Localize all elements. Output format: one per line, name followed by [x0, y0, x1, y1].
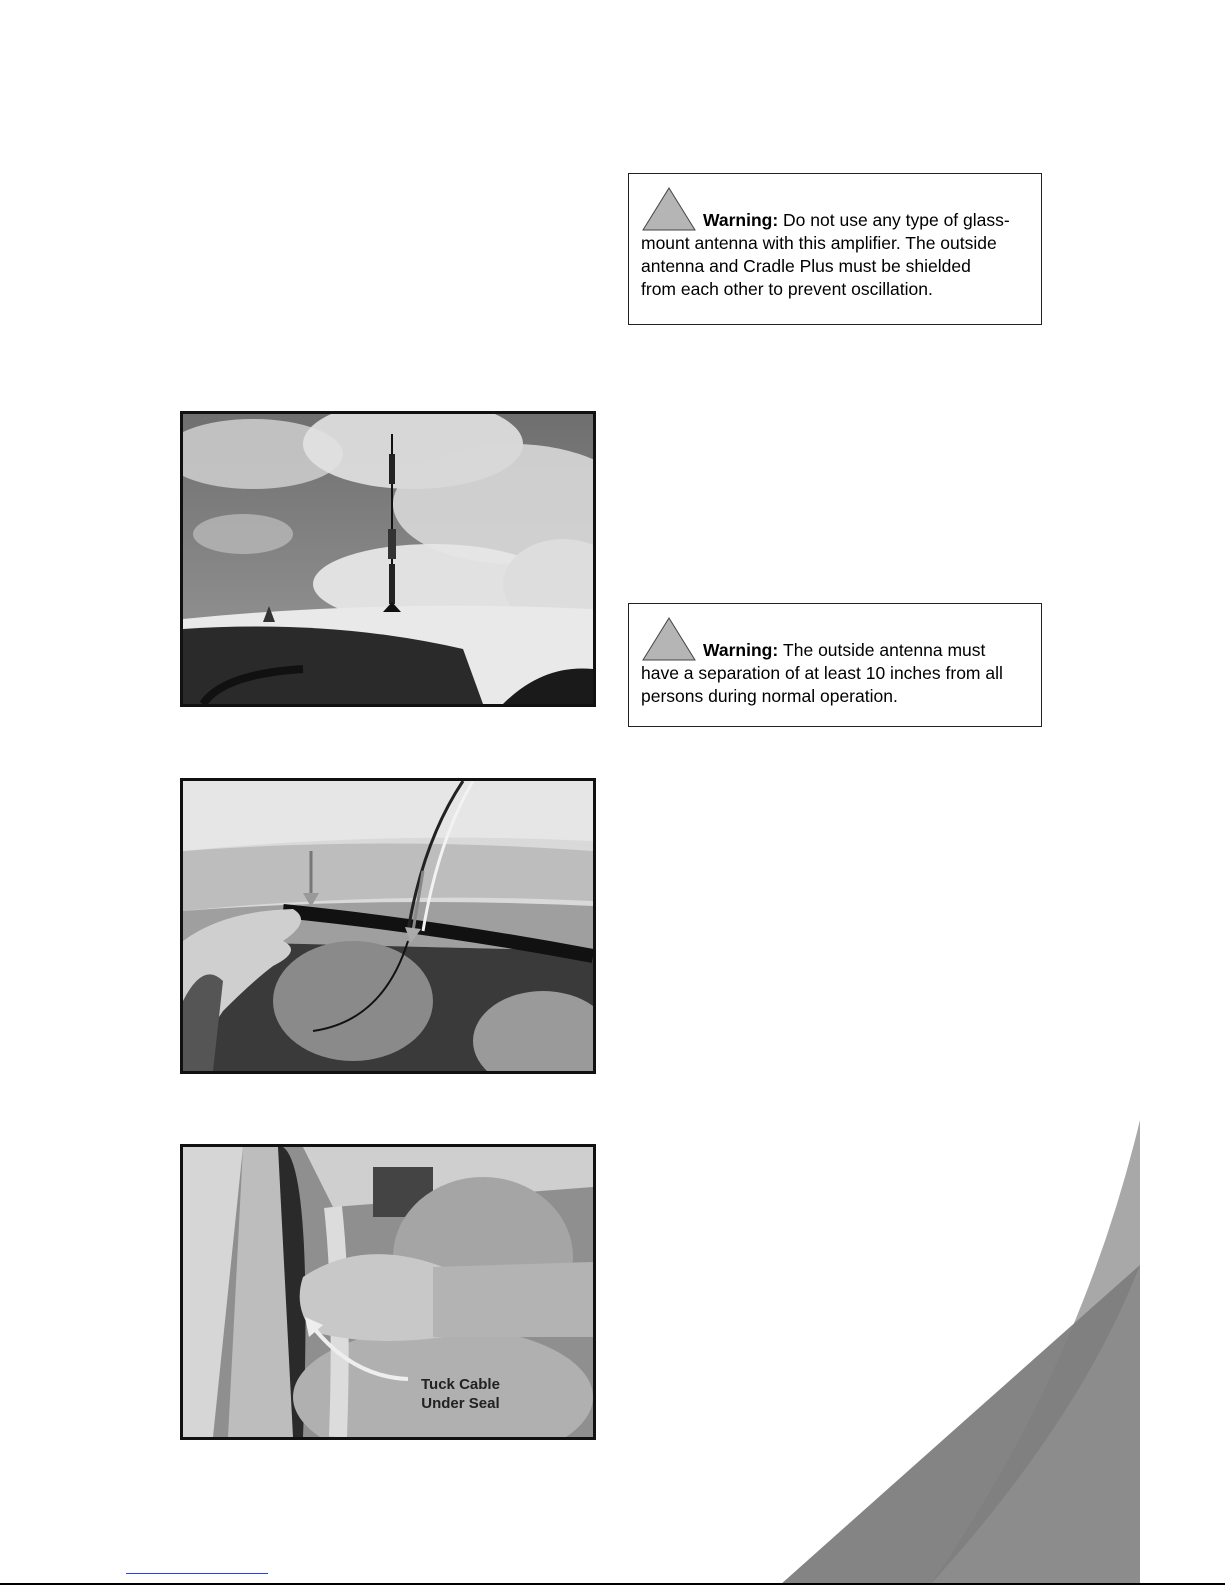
warning-label: Warning:	[703, 640, 779, 660]
warning-text-line: mount antenna with this amplifier. The outside	[641, 233, 997, 253]
warning-box-separation	[628, 603, 1042, 727]
warning-triangle-icon	[641, 186, 697, 232]
warning-triangle-icon	[641, 616, 697, 662]
warning-label: Warning:	[703, 210, 779, 230]
photo-label-line: Under Seal	[421, 1395, 500, 1412]
photo-cable-door-seal	[180, 778, 596, 1074]
warning-text-line: antenna and Cradle Plus must be shielded	[641, 256, 971, 276]
footer-link-underline[interactable]	[126, 1572, 268, 1574]
photo-roof-antenna	[180, 411, 596, 707]
photo-tuck-cable	[180, 1144, 596, 1440]
warning-text-line: persons during normal operation.	[641, 686, 898, 706]
warning-text-line: The outside antenna must	[783, 640, 986, 660]
photo-label-line: Tuck Cable	[421, 1376, 500, 1393]
warning-text-line: Do not use any type of glass-	[783, 210, 1010, 230]
warning-text-line: from each other to prevent oscillation.	[641, 279, 933, 299]
corner-decoration	[780, 1120, 1140, 1585]
warning-box-glass-mount	[628, 173, 1042, 325]
photo-label	[421, 1375, 500, 1413]
warning-text-line: have a separation of at least 10 inches from all	[641, 663, 1003, 683]
